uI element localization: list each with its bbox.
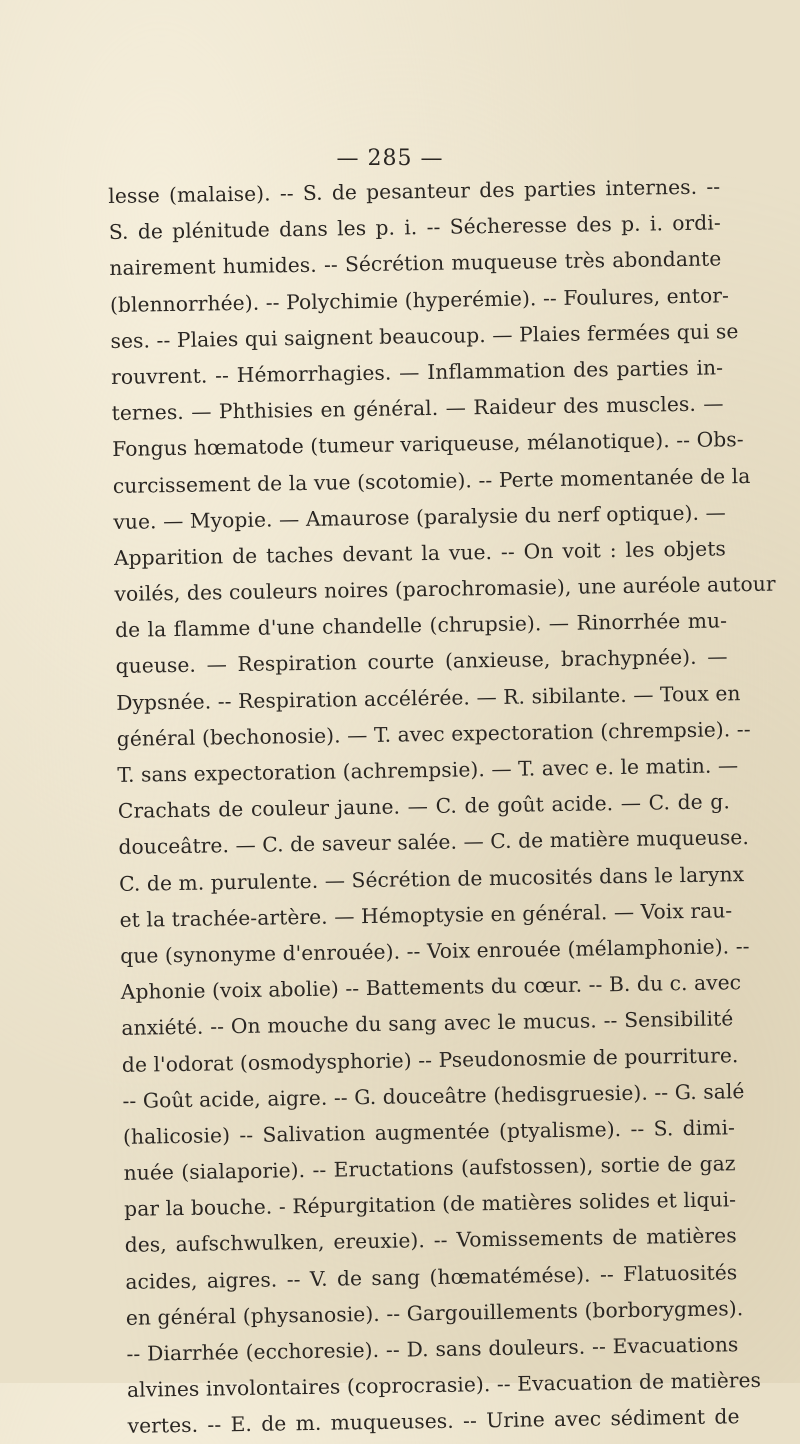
text-line: de la flamme d'une chandelle (chrupsie). — Rinorrhée mu- (114, 608, 728, 643)
text-line: de l'odorat (osmodysphorie) -- Pseudonosmie de pourriture. (121, 1042, 739, 1077)
text-line: anxiété. -- On mouche du sang avec le mucus. -- Sensibilité (121, 1006, 734, 1041)
text-line: queuse. — Respiration courte (anxieuse, brachypnée). — (115, 644, 728, 679)
text-line: Dypsnée. -- Respiration accélérée. — R. sibilante. — Toux en (116, 680, 741, 715)
text-line: général (bechonosie). — T. avec expectoration (chrempsie). -- (116, 716, 751, 751)
text-line: alvines involontaires (coprocrasie). -- Evacuation de matières (126, 1368, 762, 1403)
text-line: vertes. -- E. de m. muqueuses. -- Urine avec sédiment de (127, 1404, 740, 1439)
text-line: en général (physanosie). -- Gargouillements (borborygmes). (125, 1295, 744, 1330)
text-line: curcissement de la vue (scotomie). -- Perte momentanée de la (112, 463, 751, 498)
text-line: -- Diarrhée (ecchoresie). -- D. sans douleurs. -- Evacuations (126, 1332, 739, 1366)
text-line: ternes. — Phthisies en général. — Raideur des muscles. — (111, 391, 724, 426)
text-line: Crachats de couleur jaune. — C. de goût acide. — C. de g. (117, 789, 731, 824)
text-line: vue. — Myopie. — Amaurose (paralysie du nerf optique). — (113, 500, 726, 534)
text-line: (halicosie) -- Salivation augmentée (ptyalisme). -- S. dimi- (122, 1115, 736, 1149)
text-line: nairement humides. -- Sécrétion muqueuse très abondante (109, 246, 722, 281)
text-line: Fongus hœmatode (tumeur variqueuse, mélanotique). -- Obs- (112, 427, 744, 462)
text-line: douceâtre. — C. de saveur salée. — C. de matière muqueuse. (118, 825, 750, 860)
text-line: que (synonyme d'enrouée). -- Voix enrouée (mélamphonie). -- (120, 933, 750, 968)
text-line: Aphonie (voix abolie) -- Battements du cœur. -- B. du c. avec (120, 970, 742, 1005)
page-number: — 285 — (336, 146, 444, 171)
text-line: Apparition de taches devant la vue. -- On voit : les objets (113, 536, 727, 570)
text-line: voilés, des couleurs noires (parochromasie), une auréole autour (114, 571, 776, 607)
text-line: par la bouche. - Répurgitation (de matières solides et liqui- (124, 1187, 737, 1222)
text-line: (blennorrhée). -- Polychimie (hyperémie). -- Foulures, entor- (109, 282, 730, 317)
body-text (108, 168, 776, 1444)
text-line: rouvrent. -- Hémorrhagies. — Inflammation des parties in- (110, 355, 724, 389)
text-line: T. sans expectoration (achrempsie). — T. avec e. le matin. — (117, 753, 739, 787)
text-line: ses. -- Plaies qui saignent beaucoup. — Plaies fermées qui se (110, 318, 739, 353)
text-line: lesse (malaise). -- S. de pesanteur des parties internes. -- (108, 174, 721, 208)
text-line: acides, aigres. -- V. de sang (hœmatémése). -- Flatuosités (125, 1259, 738, 1294)
text-line: des, aufschwulken, ereuxie). -- Vomissements de matières (124, 1223, 737, 1258)
text-line: et la trachée-artère. — Hémoptysie en général. — Voix rau- (119, 898, 733, 932)
text-line: C. de m. purulente. — Sécrétion de mucosités dans le larynx (118, 861, 745, 896)
text-line: nuée (sialaporie). -- Eructations (aufstossen), sortie de gaz (123, 1151, 736, 1185)
text-line: S. de plénitude dans les p. i. -- Sécheresse des p. i. ordi- (108, 210, 721, 245)
text-line: -- Goût acide, aigre. -- G. douceâtre (hedisgruesie). -- G. salé (122, 1078, 745, 1113)
